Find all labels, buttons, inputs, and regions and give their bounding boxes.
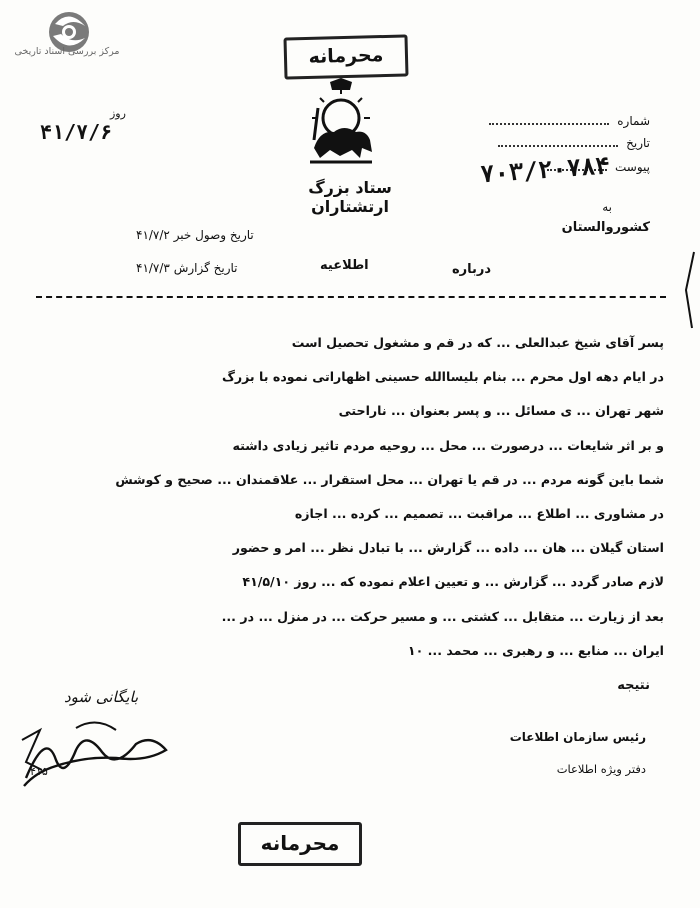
body-line: استان گیلان ... هان ... داده ... گزارش ... با تبادل نظر ... امر و حضور [232,540,664,556]
received-date: تاریخ وصول خبر ۴۱/۷/۲ [136,228,254,242]
reference-number: ۷۰۳/۲۰۷۸۴ [479,151,611,189]
conclusion-label: نتیجه [617,678,650,693]
office-name: دفتر ویژه اطلاعات [556,762,646,776]
handwritten-note: بایگانی شود [64,688,139,706]
handwritten-date: ۴۱/۷/۶ [40,120,113,144]
body-line: پسر آقای شیخ عبدالعلی ... که در قم و مشغول تحصیل است [291,335,664,350]
to-label: به [602,200,612,214]
number-field: شماره [489,114,650,128]
body-line: ایران ... منابع ... و رهبری ... محمد ... ۱۰ [407,642,664,658]
body-line: در ایام دهه اول محرم ... بنام بلیساالله حسینی اظهاراتی نموده با بزرگ [221,369,664,385]
body-line: شما باین گونه مردم ... در قم یا تهران ... محل استقرار ... علاقمندان ... صحیح و کوشش [115,471,664,487]
subject-value: اطلاعیه [320,258,369,273]
signature-icon [16,710,176,790]
date-field: تاریخ [498,136,650,150]
body-line: لازم صادر گردد ... گزارش ... و تعیین اعلام نموده که ... روز ۴۱/۵/۱۰ [242,574,664,590]
body-line: شهر تهران ... ی مسائل ... و پسر بعنوان ... ناراحتی [338,403,664,419]
letter-body [36,326,664,668]
body-line: بعد از زیارت ... متقابل ... کشتی ... و مسیر حرکت ... در منزل ... در ... [221,608,664,624]
lion-and-sun-emblem-icon [300,78,382,164]
report-date: تاریخ گزارش ۴۱/۷/۳ [136,261,238,275]
handwritten-initials: ۴۱۵ [30,765,48,778]
confidential-stamp-top: محرمانه [283,34,408,79]
archive-logo-icon [8,8,130,70]
organization-name: ستاد بزرگ ارتشتاران [308,178,392,216]
body-line: و بر اثر شایعات ... درصورت ... محل ... روحیه مردم تاثیر زیادی داشته [232,437,664,453]
edge-mark-icon [682,250,696,330]
signoff-title: رئیس سازمان اطلاعات [509,730,646,744]
day-label: روز [110,107,126,120]
subject-label: درباره [452,262,492,277]
body-line: در مشاوری ... اطلاع ... مراقبت ... تصمیم ... کرده ... اجازه [294,506,664,522]
separator-rule [36,296,666,298]
recipient-name: کشوروالستان [561,220,650,235]
watermark-text: مرکز بررسی اسناد تاریخی [14,46,120,57]
attachment-field: پیوست [547,160,650,174]
confidential-stamp-bottom: محرمانه [238,822,362,866]
